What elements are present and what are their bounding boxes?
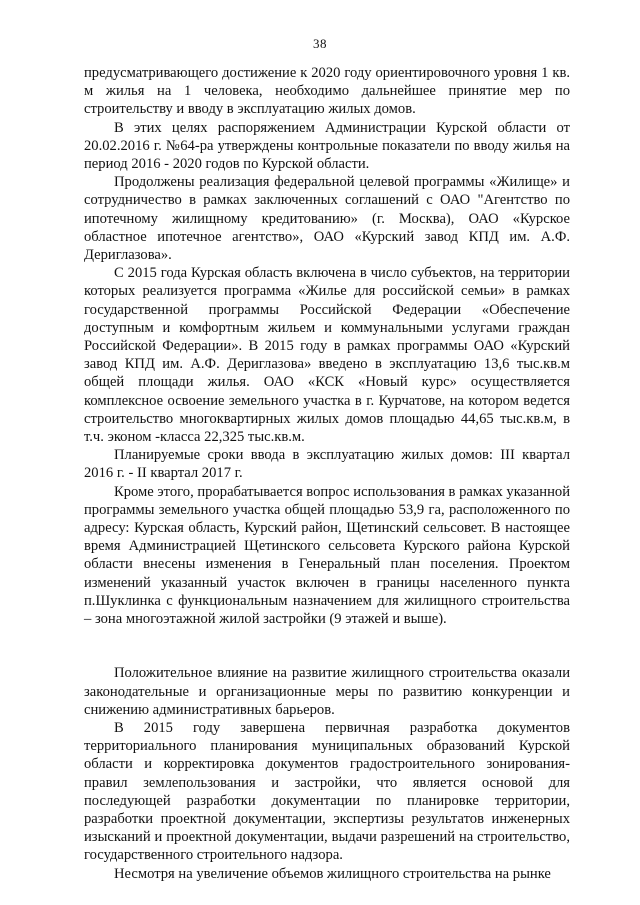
page-number: 38 — [313, 36, 327, 51]
paragraph-7: Положительное влияние на развитие жилищного строительства оказали законодательные и организационные меры по развитию конкуренции и снижению административных барьеров. — [84, 665, 570, 718]
paragraph-3: Продолжены реализация федеральной целевой программы «Жилище» и сотрудничество в рамках заключенных соглашений с ОАО "Агентство по ипотечному жилищному кредитованию» (г. Москва), ОАО «Курское областное ипотечное агентство», ОАО «Курский завод КПД им. А.Ф. Дериглазова». — [84, 174, 570, 264]
paragraph-9: Несмотря на увеличение объемов жилищного строительства на рынке — [114, 865, 551, 882]
paragraph-1: предусматривающего достижение к 2020 году ориентировочного уровня 1 кв. м жилья на 1 человека, необходимо дальнейшее принятие мер по строительству и вводу в эксплуатацию жилых домов. — [84, 65, 570, 118]
paragraph-8: В 2015 году завершена первичная разработка документов территориального планирования муниципальных образований Курской области и корректировка документов градостроительного зонирования-правил землепользования и застройки, что является основой для последующей разработки документации по планировке территории, разработки проектной документации, экспертизы результатов инженерных изысканий и проектной документации, выдачи разрешений на строительство, государственного строительного надзора. — [84, 719, 570, 864]
paragraph-5: Планируемые сроки ввода в эксплуатацию жилых домов: III квартал 2016 г. - II квартал 2017 г. — [84, 447, 570, 482]
paragraph-4: С 2015 года Курская область включена в число субъектов, на территории которых реализуется программа «Жилье для российской семьи» в рамках государственной программы Российской Федерации «Обеспечение доступным и комфортным жильем и коммунальными услугами граждан Российской Федерации». В 2015 году в рамках программы ОАО «Курский завод КПД им. А.Ф. Дериглазова» введено в эксплуатацию 13,6 тыс.кв.м общей площади жилья. ОАО «КСК «Новый курс» осуществляется комплексное освоение земельного участка в г. Курчатове, на котором ведется строительство многоквартирных жилых домов площадью 44,65 тыс.кв.м, в т.ч. эконом -класса 22,325 тыс.кв.м. — [84, 265, 570, 446]
paragraph-2: В этих целях распоряжением Администрации Курской области от 20.02.2016 г. №64-ра утверждены контрольные показатели по вводу жилья на период 2016 - 2020 годов по Курской области. — [84, 119, 570, 173]
document-body — [84, 64, 570, 883]
paragraph-6: Кроме этого, прорабатывается вопрос использования в рамках указанной программы земельного участка общей площадью 53,9 га, расположенного по адресу: Курская область, Курский район, Щетинский сельсовет. В настоящее время Администрацией Щетинского сельсовета Курского района Курской области внесены изменения в Генеральный план поселения. Проектом изменений указанный участок включен в границы населенного пункта п.Шуклинка с функциональным назначением для жилищного строительства – зона многоэтажной жилой застройки (9 этажей и выше). — [84, 483, 571, 628]
